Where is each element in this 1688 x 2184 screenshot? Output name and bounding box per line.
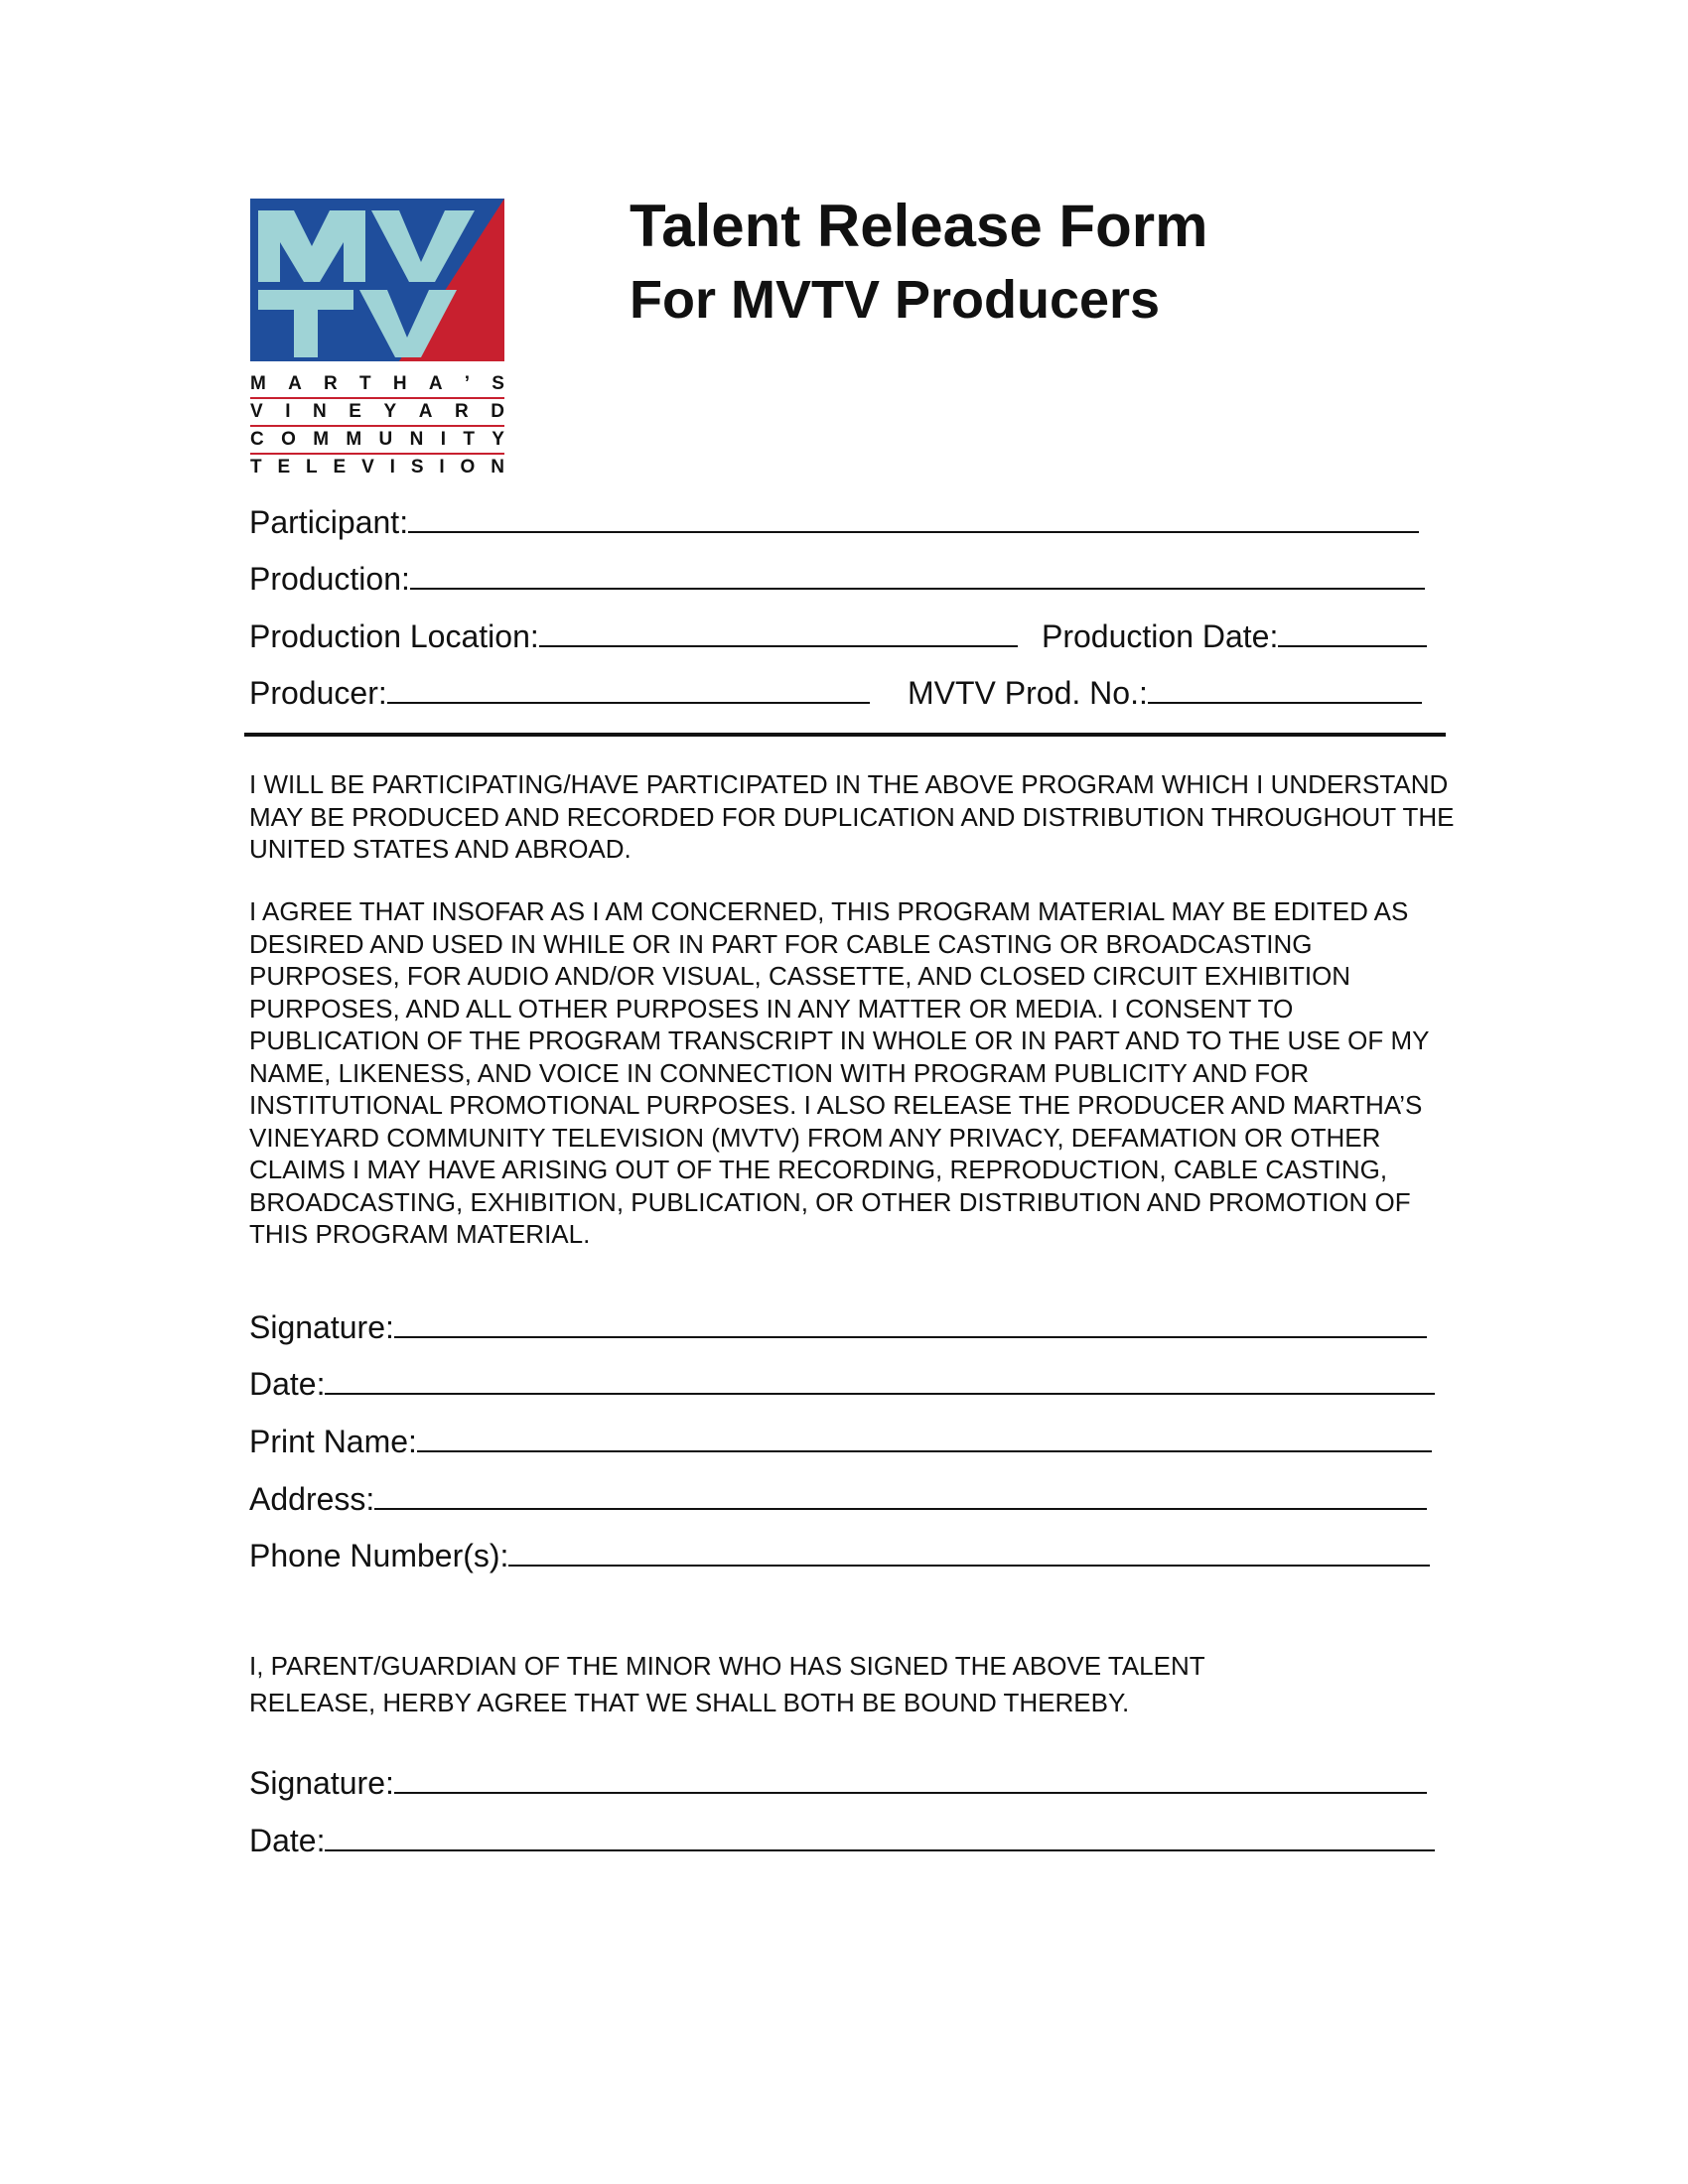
logo-letter: C (250, 429, 264, 450)
logo-letter: N (409, 429, 424, 450)
guardian-signature-label: Signature: (249, 1765, 394, 1801)
release-paragraph-2: I AGREE THAT INSOFAR AS I AM CONCERNED, THIS PROGRAM MATERIAL MAY BE EDITED AS DESIRED AND USED IN WHILE OR IN PART FOR CABLE CASTING OR BROADCASTING PURPOSES, FOR AUDIO AND/OR VISUAL, CASSETTE, AND CLOSED CIRCUIT EXHIBITION PURPOSES, AND ALL OTHER PURPOSES IN ANY MATTER OR MEDIA. I CONSENT TO PUBLICATION OF THE PROGRAM TRANSCRIPT IN WHOLE OR IN PART AND TO THE USE OF MY NAME, LIKENESS, AND VOICE IN CONNECTION WITH PROGRAM PUBLICITY AND FOR INSTITUTIONAL PROMOTIONAL PURPOSES. I ALSO RELEASE THE PRODUCER AND MARTHA’S VINEYARD COMMUNITY TELEVISION (MVTV) FROM ANY PRIVACY, DEFAMATION OR OTHER CLAIMS I MAY HAVE ARISING OUT OF THE RECORDING, REPRODUCTION, CABLE CASTING, BROADCASTING, EXHIBITION, PUBLICATION, OR OTHER DISTRIBUTION AND PROMOTION OF THIS PROGRAM MATERIAL. (249, 896, 1430, 1249)
logo-letter: A (428, 373, 443, 394)
logo-letter: I (389, 457, 395, 478)
mvtv-logo (250, 199, 504, 480)
address-label: Address: (249, 1481, 375, 1517)
logo-letter: L (306, 457, 318, 478)
logo-letter: M (346, 429, 362, 450)
section-divider (244, 733, 1446, 737)
form-subtitle: For MVTV Producers (630, 270, 1161, 330)
production-date-input-line[interactable] (1278, 615, 1427, 647)
logo-letter: Y (383, 401, 397, 422)
logo-letter: I (285, 401, 291, 422)
prod-no-input-line[interactable] (1148, 672, 1422, 704)
logo-letter: E (349, 401, 361, 422)
producer-label: Producer: (249, 675, 387, 711)
logo-letter: ’ (464, 373, 471, 394)
logo-letter: S (492, 373, 504, 394)
logo-letter: A (418, 401, 433, 422)
logo-letter: I (440, 429, 446, 450)
logo-wordmark (250, 371, 504, 480)
logo-word-vineyard (250, 399, 504, 427)
phone-label: Phone Number(s): (249, 1538, 509, 1573)
phone-input-line[interactable] (508, 1535, 1430, 1567)
address-input-line[interactable] (374, 1478, 1427, 1510)
production-date-label: Production Date: (1042, 618, 1279, 654)
guardian-date-input-line[interactable] (325, 1820, 1435, 1851)
guardian-date-label: Date: (249, 1823, 326, 1858)
print-name-field (249, 1421, 1432, 1461)
logo-letter: V (250, 401, 263, 422)
phone-field (249, 1535, 1430, 1575)
mvtv-logo-mark (250, 199, 504, 361)
guardian-signature-input-line[interactable] (394, 1762, 1427, 1794)
address-field (249, 1478, 1427, 1519)
logo-letter: A (288, 373, 302, 394)
date-field (249, 1363, 1435, 1404)
participant-input-line[interactable] (408, 501, 1419, 533)
logo-letter: T (359, 373, 371, 394)
logo-letter: M (313, 429, 330, 450)
logo-word-community (250, 427, 504, 455)
signature-field (249, 1306, 1427, 1347)
signature-input-line[interactable] (394, 1306, 1427, 1338)
logo-letter: E (277, 457, 291, 478)
logo-letter: O (281, 429, 296, 450)
release-paragraph-1: I WILL BE PARTICIPATING/HAVE PARTICIPATED IN THE ABOVE PROGRAM WHICH I UNDERSTAND MAY BE PRODUCED AND RECORDED FOR DUPLICATION AND DISTRIBUTION THROUGHOUT THE UNITED STATES AND ABROAD. (249, 769, 1455, 864)
logo-letter: T (250, 457, 262, 478)
print-name-input-line[interactable] (417, 1421, 1432, 1452)
logo-letter: D (491, 401, 504, 422)
guardian-signature-field (249, 1762, 1427, 1803)
logo-letter: T (463, 429, 475, 450)
participant-field (249, 501, 1419, 542)
logo-letter: I (439, 457, 445, 478)
logo-letter: U (378, 429, 393, 450)
production-input-line[interactable] (410, 558, 1425, 590)
logo-letter: N (491, 457, 504, 478)
production-location-input-line[interactable] (539, 615, 1018, 647)
prod-no-label: MVTV Prod. No.: (908, 675, 1148, 711)
guardian-paragraph: I, PARENT/GUARDIAN OF THE MINOR WHO HAS SIGNED THE ABOVE TALENT RELEASE, HERBY AGREE THAT WE SHALL BOTH BE BOUND THEREBY. (249, 1651, 1205, 1717)
prod-no-field (908, 672, 1422, 713)
logo-letter: N (313, 401, 327, 422)
logo-letter: H (392, 373, 407, 394)
date-label: Date: (249, 1366, 326, 1402)
participant-label: Participant: (249, 504, 409, 540)
logo-letter: E (333, 457, 347, 478)
production-location-field (249, 615, 1018, 656)
producer-field (249, 672, 870, 713)
logo-letter: R (324, 373, 338, 394)
logo-letter: M (250, 373, 266, 394)
guardian-date-field (249, 1820, 1435, 1860)
logo-word-marthas (250, 371, 504, 399)
production-field (249, 558, 1425, 599)
production-date-field (1042, 615, 1427, 656)
date-input-line[interactable] (325, 1363, 1435, 1395)
logo-letter: Y (492, 429, 504, 450)
logo-letter: R (455, 401, 469, 422)
logo-letter: V (361, 457, 374, 478)
production-label: Production: (249, 561, 410, 597)
signature-label: Signature: (249, 1309, 394, 1345)
logo-word-television (250, 455, 504, 480)
production-location-label: Production Location: (249, 618, 539, 654)
producer-input-line[interactable] (387, 672, 870, 704)
print-name-label: Print Name: (249, 1424, 417, 1459)
logo-letter: S (410, 457, 424, 478)
logo-letter: O (460, 457, 476, 478)
form-title: Talent Release Form (630, 193, 1208, 259)
